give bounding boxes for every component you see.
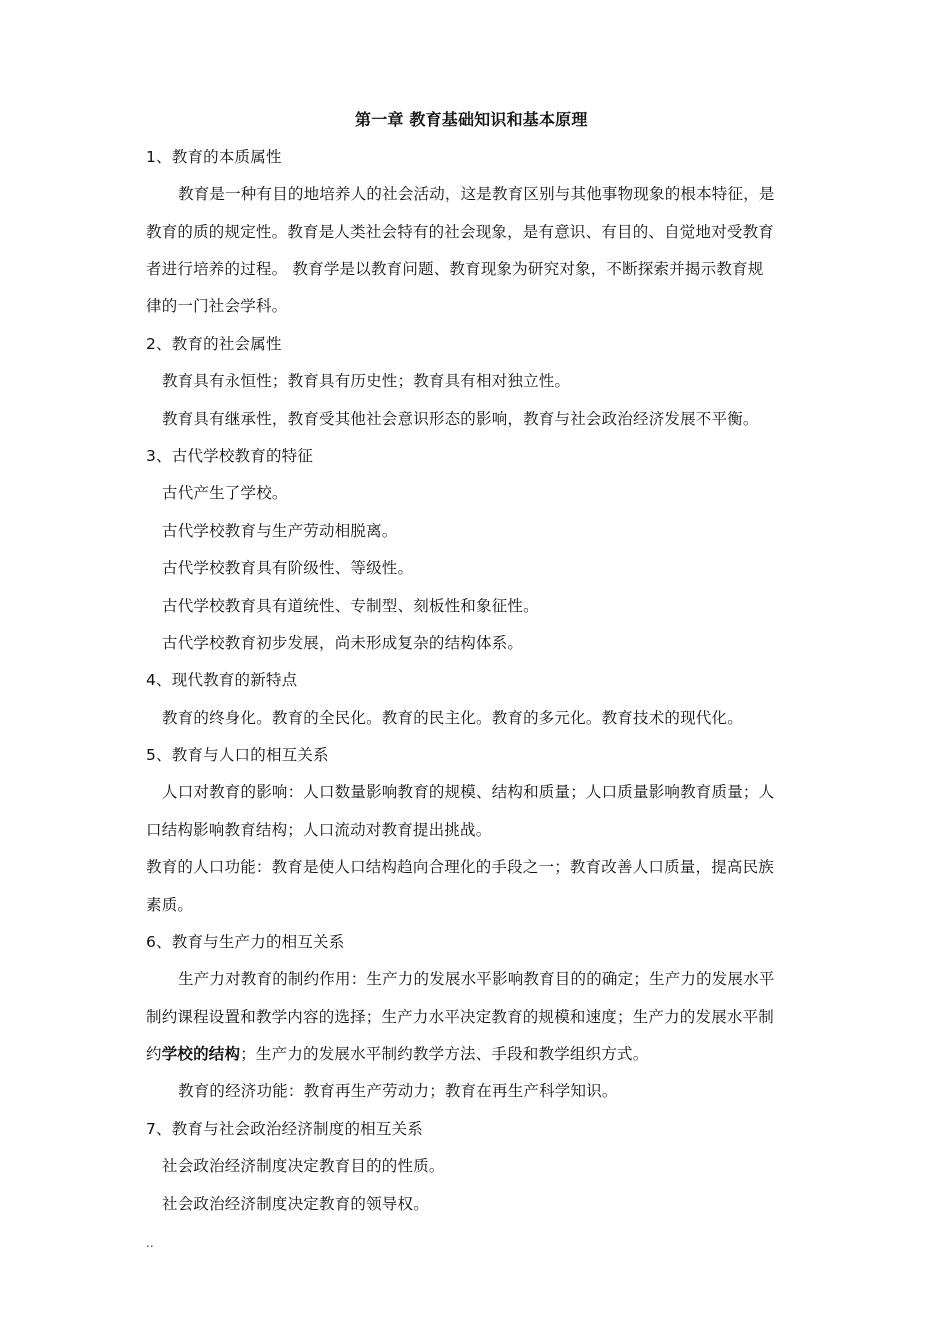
- section-4-line-1: 教育的终身化。教育的全民化。教育的民主化。教育的多元化。教育技术的现代化。: [162, 709, 743, 727]
- section-1-heading: 1、教育的本质属性: [146, 148, 282, 166]
- section-3-line-5: 古代学校教育初步发展，尚未形成复杂的结构体系。: [162, 634, 524, 652]
- section-3-heading: 3、古代学校教育的特征: [146, 447, 314, 465]
- section-6-bold-term: 学校的结构: [161, 1045, 241, 1063]
- chapter-title: 第一章 教育基础知识和基本原理: [355, 110, 588, 129]
- section-5-line-2: 口结构影响教育结构；人口流动对教育提出挑战。: [146, 821, 492, 839]
- section-6-line-4: 教育的经济功能：教育再生产劳动力；教育在再生产科学知识。: [178, 1082, 618, 1100]
- section-1-line-1: 教育是一种有目的地培养人的社会活动，这是教育区别与其他事物现象的根本特征，是: [178, 185, 775, 203]
- section-6-line-3-end: ；生产力的发展水平制约教学方法、手段和教学组织方式。: [240, 1045, 649, 1063]
- section-3-line-1: 古代产生了学校。: [162, 484, 288, 502]
- section-7-line-2: 社会政治经济制度决定教育的领导权。: [162, 1195, 429, 1213]
- section-7-line-1: 社会政治经济制度决定教育目的的性质。: [162, 1157, 445, 1175]
- section-5-line-3: 教育的人口功能：教育是使人口结构趋向合理化的手段之一；教育改善人口质量，提高民族: [146, 858, 775, 876]
- section-3-line-4: 古代学校教育具有道统性、专制型、刻板性和象征性。: [162, 597, 539, 615]
- section-7-heading: 7、教育与社会政治经济制度的相互关系: [146, 1120, 423, 1138]
- section-2-heading: 2、教育的社会属性: [146, 335, 282, 353]
- section-6-line-2: 制约课程设置和教学内容的选择；生产力水平决定教育的规模和速度；生产力的发展水平制: [146, 1008, 775, 1026]
- section-6-line-3-start: 约: [146, 1045, 162, 1063]
- section-6-heading: 6、教育与生产力的相互关系: [146, 933, 345, 951]
- section-6-line-3: [146, 1044, 648, 1064]
- section-1-line-4: 律的一门社会学科。: [146, 297, 288, 315]
- section-6-line-1: 生产力对教育的制约作用：生产力的发展水平影响教育目的的确定；生产力的发展水平: [178, 970, 775, 988]
- section-4-heading: 4、现代教育的新特点: [146, 671, 298, 689]
- section-1-line-3: 者进行培养的过程。 教育学是以教育问题、教育现象为研究对象，不断探索并揭示教育规: [146, 260, 764, 278]
- section-3-line-3: 古代学校教育具有阶级性、等级性。: [162, 559, 414, 577]
- section-5-heading: 5、教育与人口的相互关系: [146, 746, 329, 764]
- section-5-line-1: 人口对教育的影响：人口数量影响教育的规模、结构和质量；人口质量影响教育质量；人: [162, 783, 775, 801]
- section-5-line-4: 素质。: [146, 896, 194, 914]
- footer-mark: ..: [146, 1236, 154, 1250]
- section-2-line-1: 教育具有永恒性；教育具有历史性；教育具有相对独立性。: [162, 372, 571, 390]
- section-2-line-2: 教育具有继承性，教育受其他社会意识形态的影响，教育与社会政治经济发展不平衡。: [162, 410, 759, 428]
- section-1-line-2: 教育的质的规定性。教育是人类社会特有的社会现象，是有意识、有目的、自觉地对受教育: [146, 223, 775, 241]
- section-3-line-2: 古代学校教育与生产劳动相脱离。: [162, 522, 398, 540]
